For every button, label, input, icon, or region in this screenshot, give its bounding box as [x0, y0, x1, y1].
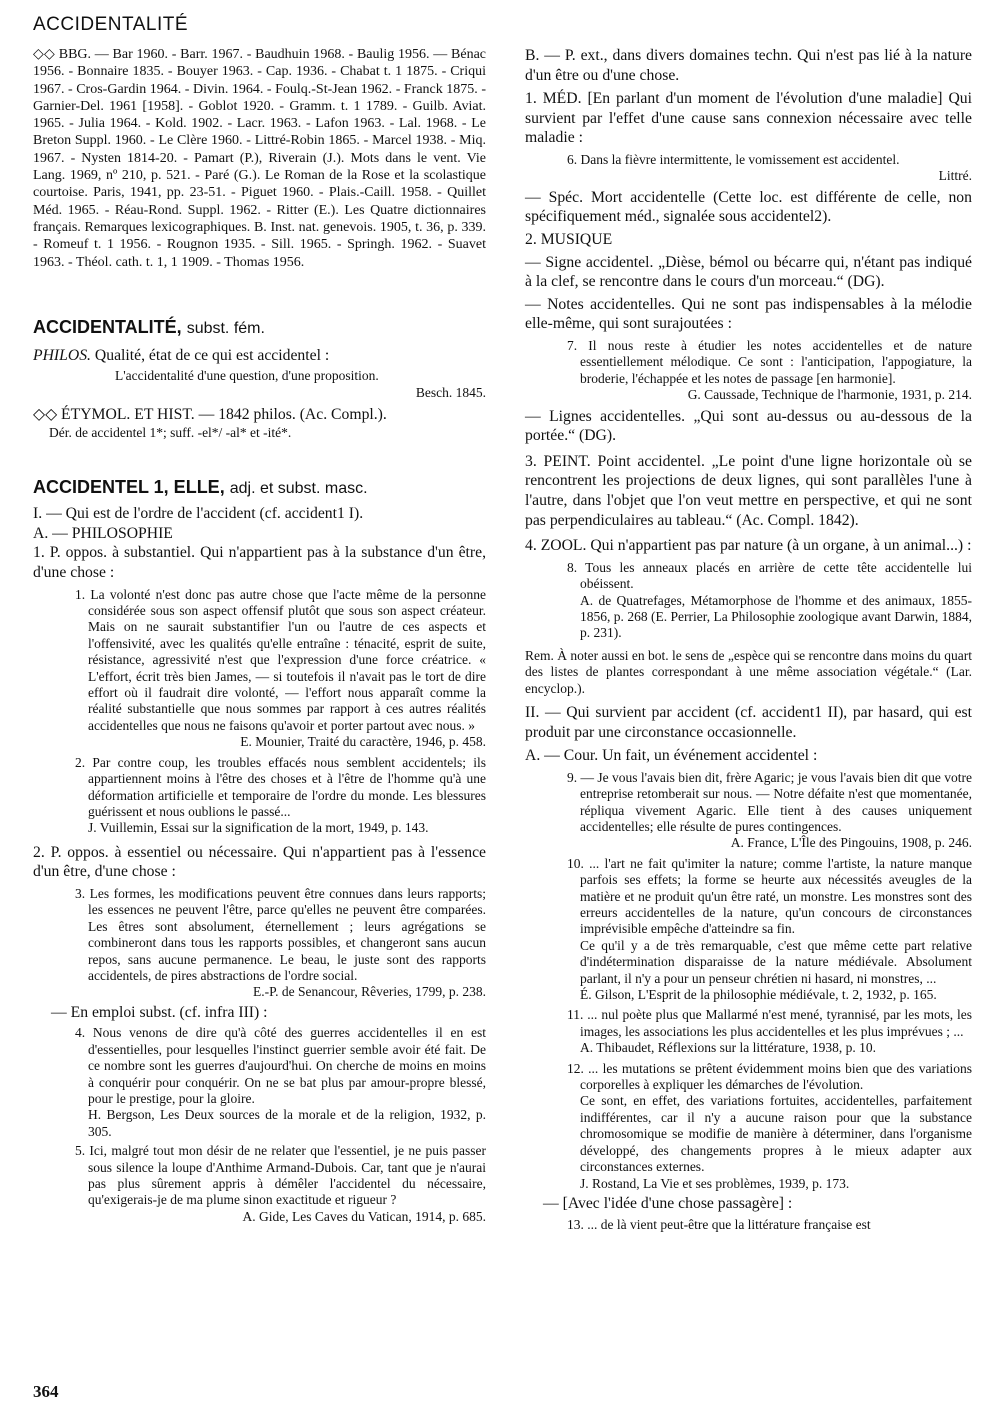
etymology: ◇◇ ÉTYMOL. ET HIST. — 1842 philos. (Ac. Compl.).	[33, 406, 387, 424]
quote-continued: Ce qu'il y a de très remarquable, c'est que même cette part relative d'indétermination disparaisse de la nature médiévale. Absolument parlant, il n'y a pour un penseur chrétien ni hasard, ni monstres, ... É. Gilson, L'Esprit de la philosophie médiévale, t. 2, 1932, p. 165.	[580, 937, 972, 1003]
quote: L'accidentalité d'une question, d'une proposition. Besch. 1845.	[115, 368, 486, 400]
page-number: 364	[33, 1382, 59, 1401]
sense-signe: — Signe accidentel. „Dièse, bémol ou bécarre qui, n'étant pas indiqué à la clef, se rencontre dans le cours d'un morceau.“ (DG).	[525, 253, 972, 291]
quote: 9. — Je vous l'avais bien dit, frère Agaric; je vous l'avais bien dit que votre entreprise retomberait sur nous. — Notre défaite n'est que momentanée, répliqua vivement Agaric. Elle tient à des causes uniquement accidentelles; elle résulte de pures contingences. A. France, L'Île des Pingouins, 1908, p. 246.	[567, 769, 972, 851]
quote: 2. Par contre coup, les troubles effacés nous semblent accidentels; ils appartiennent moins à l'être des choses et à l'être de l'homme qu'à une déformation artificielle et temporaire de l'ordre du monde. Les blessures guérissent et nous oublions le passé... J. Vuillemin, Essai sur la signification de la mort, 1949, p. 143.	[75, 754, 486, 836]
quote-continued: Ce sont, en effet, des variations fortuites, accidentelles, parfaitement indifférentes, car il n'y a aucune raison pour que la substance chromosomique se modifie de manière à déterminer, dans l'organisme développé, des changements propres à le mieux adapter aux circonstances externes. J. Rostand, La Vie et ses problèmes, 1939, p. 173.	[580, 1093, 972, 1191]
quote: 3. Les formes, les modifications peuvent être connues dans leurs rapports; les essences ne peuvent l'être, parce qu'elles ne peuvent être comparées. Les êtres sont absolument, éternellement ; leurs agrégations se combineront dans tous les rapports possibles, et changeront sans aucun repos, sans aucune permanence. Le beau, le juste sont des rapports accidentels, de pires abstractions de l'ordre social. E.-P. de Senancour, Rêveries, 1799, p. 238.	[75, 885, 486, 1000]
sense-A: A. — PHILOSOPHIE	[33, 524, 173, 542]
sense-passagere: — [Avec l'idée d'une chose passagère] :	[543, 1194, 793, 1212]
sense-II: II. — Qui survient par accident (cf. accident1 II), par hasard, qui est produit par une circonstance occasionnelle.	[525, 703, 972, 741]
quote: 10. ... l'art ne fait qu'imiter la nature; comme l'artiste, la nature manque parfois ses effets; la forme se heurte aux nécessités aveugles de la matière et ne produit qu'un être raté, un monstre. Les monstres sont des erreurs accidentelles de la nature, qu'un concours de circonstances imprévisible empêche d'atteindre sa fin.	[567, 855, 972, 937]
right-column	[525, 46, 972, 1233]
quote: 4. Nous venons de dire qu'à côté des guerres accidentelles il en est d'essentielles, pour lesquelles l'instinct guerrier semble avoir été fait. De ce nombre sont les guerres d'aujourd'hui. On cherche de moins en moins à conquérir pour conquérir. On ne se bat plus par amour-propre blessé, pour le prestige, pour la gloire. H. Bergson, Les Deux sources de la morale et de la religion, 1932, p. 305.	[75, 1025, 486, 1139]
sense-notes: — Notes accidentelles. Qui ne sont pas indispensables à la mélodie elle-même, qui sont surajoutées :	[525, 295, 972, 333]
subst-usage: — En emploi subst. (cf. infra III) :	[51, 1003, 268, 1021]
sense-1: 1. P. oppos. à substantiel. Qui n'appartient pas à la substance d'un être, d'une chose :	[33, 544, 486, 582]
sense-lignes: — Lignes accidentelles. „Qui sont au-dessus ou au-dessous de la portée.“ (DG).	[525, 407, 972, 445]
etymology-derivation: Dér. de accidentel 1*; suff. -el*/ -al* et -ité*.	[49, 424, 292, 440]
sense-A-cour: A. — Cour. Un fait, un événement accidentel :	[525, 747, 818, 765]
sense-zool: 4. ZOOL. Qui n'appartient pas par nature (à un organe, à un animal...) :	[525, 537, 972, 555]
sense-music: 2. MUSIQUE	[525, 230, 613, 248]
quote: 1. La volonté n'est donc pas autre chose que l'acte même de la personne considérée sous son aspect offensif plutôt que sous son aspect créateur. Mais on ne saurait substantifier l'un ou l'autre de ces aspects et l'offensivité, avec les qualités qu'elle entraîne : ténacité, esprit de suite, résistance, agressivité n'est que l'expression d'une force créatrice. « L'effort, écrit très bien James, — si toutefois il n'avait pas le tort de dire effort où il faudrait dire volonté, — l'effort nous apparaît comme la réalité substantielle que nous sommes par rapport à ces autres réalités accidentelles que nous ne faisons qu'avoir et porter partout avec nous. » E. Mounier, Traité du caractère, 1946, p. 458.	[75, 586, 486, 750]
sense-spec: — Spéc. Mort accidentelle (Cette loc. est différente de celle, non spécifiquement méd., signalée sous accidentel2).	[525, 188, 972, 226]
quote: 5. Ici, malgré tout mon désir de ne relater que l'essentiel, je ne puis passer sous silence la loupe d'Anthime Armand-Dubois. Car, tant que je n'aurai pas plus sûrement appris à démêler l'accidentel du nécessaire, qu'exigerais-je de ma plume sinon exactitude et rigueur ? A. Gide, Les Caves du Vatican, 1914, p. 685.	[75, 1143, 486, 1224]
bibliography: ◇◇ BBG. — Bar 1960. - Barr. 1967. - Baudhuin 1968. - Baulig 1956. — Bénac 1956. - Bonnaire 1835. - Bouyer 1963. - Cap. 1936. - Chabat t. 1 1875. - Criqui 1967. - Cros-Gardin 1964. - Divin. 1964. - Foulq.-St-Jean 1962. - Franck 1875. - Garnier-Del. 1961 [1958]. - Goblot 1920. - Gramm. t. 1 1789. - Guilb. Aviat. 1965. - Julia 1964. - Kold. 1902. - Lacr. 1963. - Lafon 1963. - Lal. 1968. - Le Breton Suppl. 1960. - Le Clère 1960. - Littré-Robin 1865. - Marcel 1938. - Miq. 1967. - Nysten 1814-20. - Pamart (P.), Riverain (J.). Mots dans le vent. Vie Lang. 1969, nº 210, p. 521. - Paré (G.). Le Roman de la Rose et la scolastique courtoise. Paris, 1941, pp. 23-51. - Piguet 1960. - Plais.-Caill. 1958. - Quillet Méd. 1965. - Réau-Rond. Suppl. 1962. - Ritter (E.). Les Quatre dictionnaires français. Remarques lexicographiques. B. Inst. nat. genevois. 1905, t. 36, p. 339. - Romeuf t. 1 1956. - Rougnon 1935. - Sill. 1965. - Springh. 1962. - Suavet 1963. - Théol. cath. t. 1, 1 1909. - Thomas 1956.	[33, 47, 486, 270]
quote: 6. Dans la fièvre intermittente, le vomissement est accidentel. Littré.	[567, 151, 972, 184]
definition: PHILOS. Qualité, état de ce qui est accidentel :	[33, 346, 330, 364]
entry-title-accidentalite: ACCIDENTALITÉ, subst. fém.	[33, 316, 265, 337]
sense-I: I. — Qui est de l'ordre de l'accident (cf. accident1 I).	[33, 505, 364, 523]
left-column	[33, 46, 486, 1225]
quote: 11. ... nul poète plus que Mallarmé n'est mené, tyrannisé, par les mots, les images, les associations les plus accidentelles et les plus imprévues ; ... A. Thibaudet, Réflexions sur la littérature, 1938, p. 10.	[567, 1007, 972, 1056]
sense-peint: 3. PEINT. Point accidentel. „Le point d'une ligne horizontale où se rencontrent les projections de deux lignes, qui sont parallèles l'une à l'autre, dans l'objet que l'on veut mettre en perspective, et qui ne sont pas perpendiculaires au tableau.“ (Ac. Compl. 1842).	[525, 452, 972, 529]
quote: 12. ... les mutations se prêtent évidemment moins bien que des variations corporelles à expliquer les démarches de l'évolution.	[567, 1060, 972, 1093]
running-head: ACCIDENTALITÉ	[33, 14, 189, 35]
entry-title-accidentel: ACCIDENTEL 1, ELLE, adj. et subst. masc.	[33, 477, 368, 498]
quote: 7. Il nous reste à étudier les notes accidentelles et de nature essentiellement mélodique. Ce sont : l'anticipation, l'appogiature, la broderie, l'échappée et les notes de passage [en harmonie]. G. Caussade, Technique de l'harmonie, 1931, p. 214.	[567, 337, 972, 403]
quote: 13. ... de là vient peut-être que la littérature française est	[567, 1216, 871, 1232]
sense-2: 2. P. oppos. à essentiel ou nécessaire. Qui n'appartient pas à l'essence d'un être, d'une chose :	[33, 843, 486, 881]
sense-B: B. — P. ext., dans divers domaines techn. Qui n'est pas lié à la nature d'un être ou d'une chose.	[525, 47, 972, 84]
sense-med: 1. MÉD. [En parlant d'un moment de l'évolution d'une maladie] Qui survient par l'effet d'une cause sans connexion nécessaire avec telle maladie :	[525, 90, 972, 147]
remark: Rem. À noter aussi en bot. le sens de „espèce qui se rencontre dans moins du quart des listes de plantes correspondant à une même association végétale.“ (Lar. encyclop.).	[525, 647, 972, 696]
quote: 8. Tous les anneaux placés en arrière de cette tête accidentelle lui obéissent. A. de Quatrefages, Métamorphose de l'homme et des animaux, 1855-1856, p. 268 (E. Perrier, La Philosophie zoologique avant Darwin, 1884, p. 231).	[567, 559, 972, 641]
